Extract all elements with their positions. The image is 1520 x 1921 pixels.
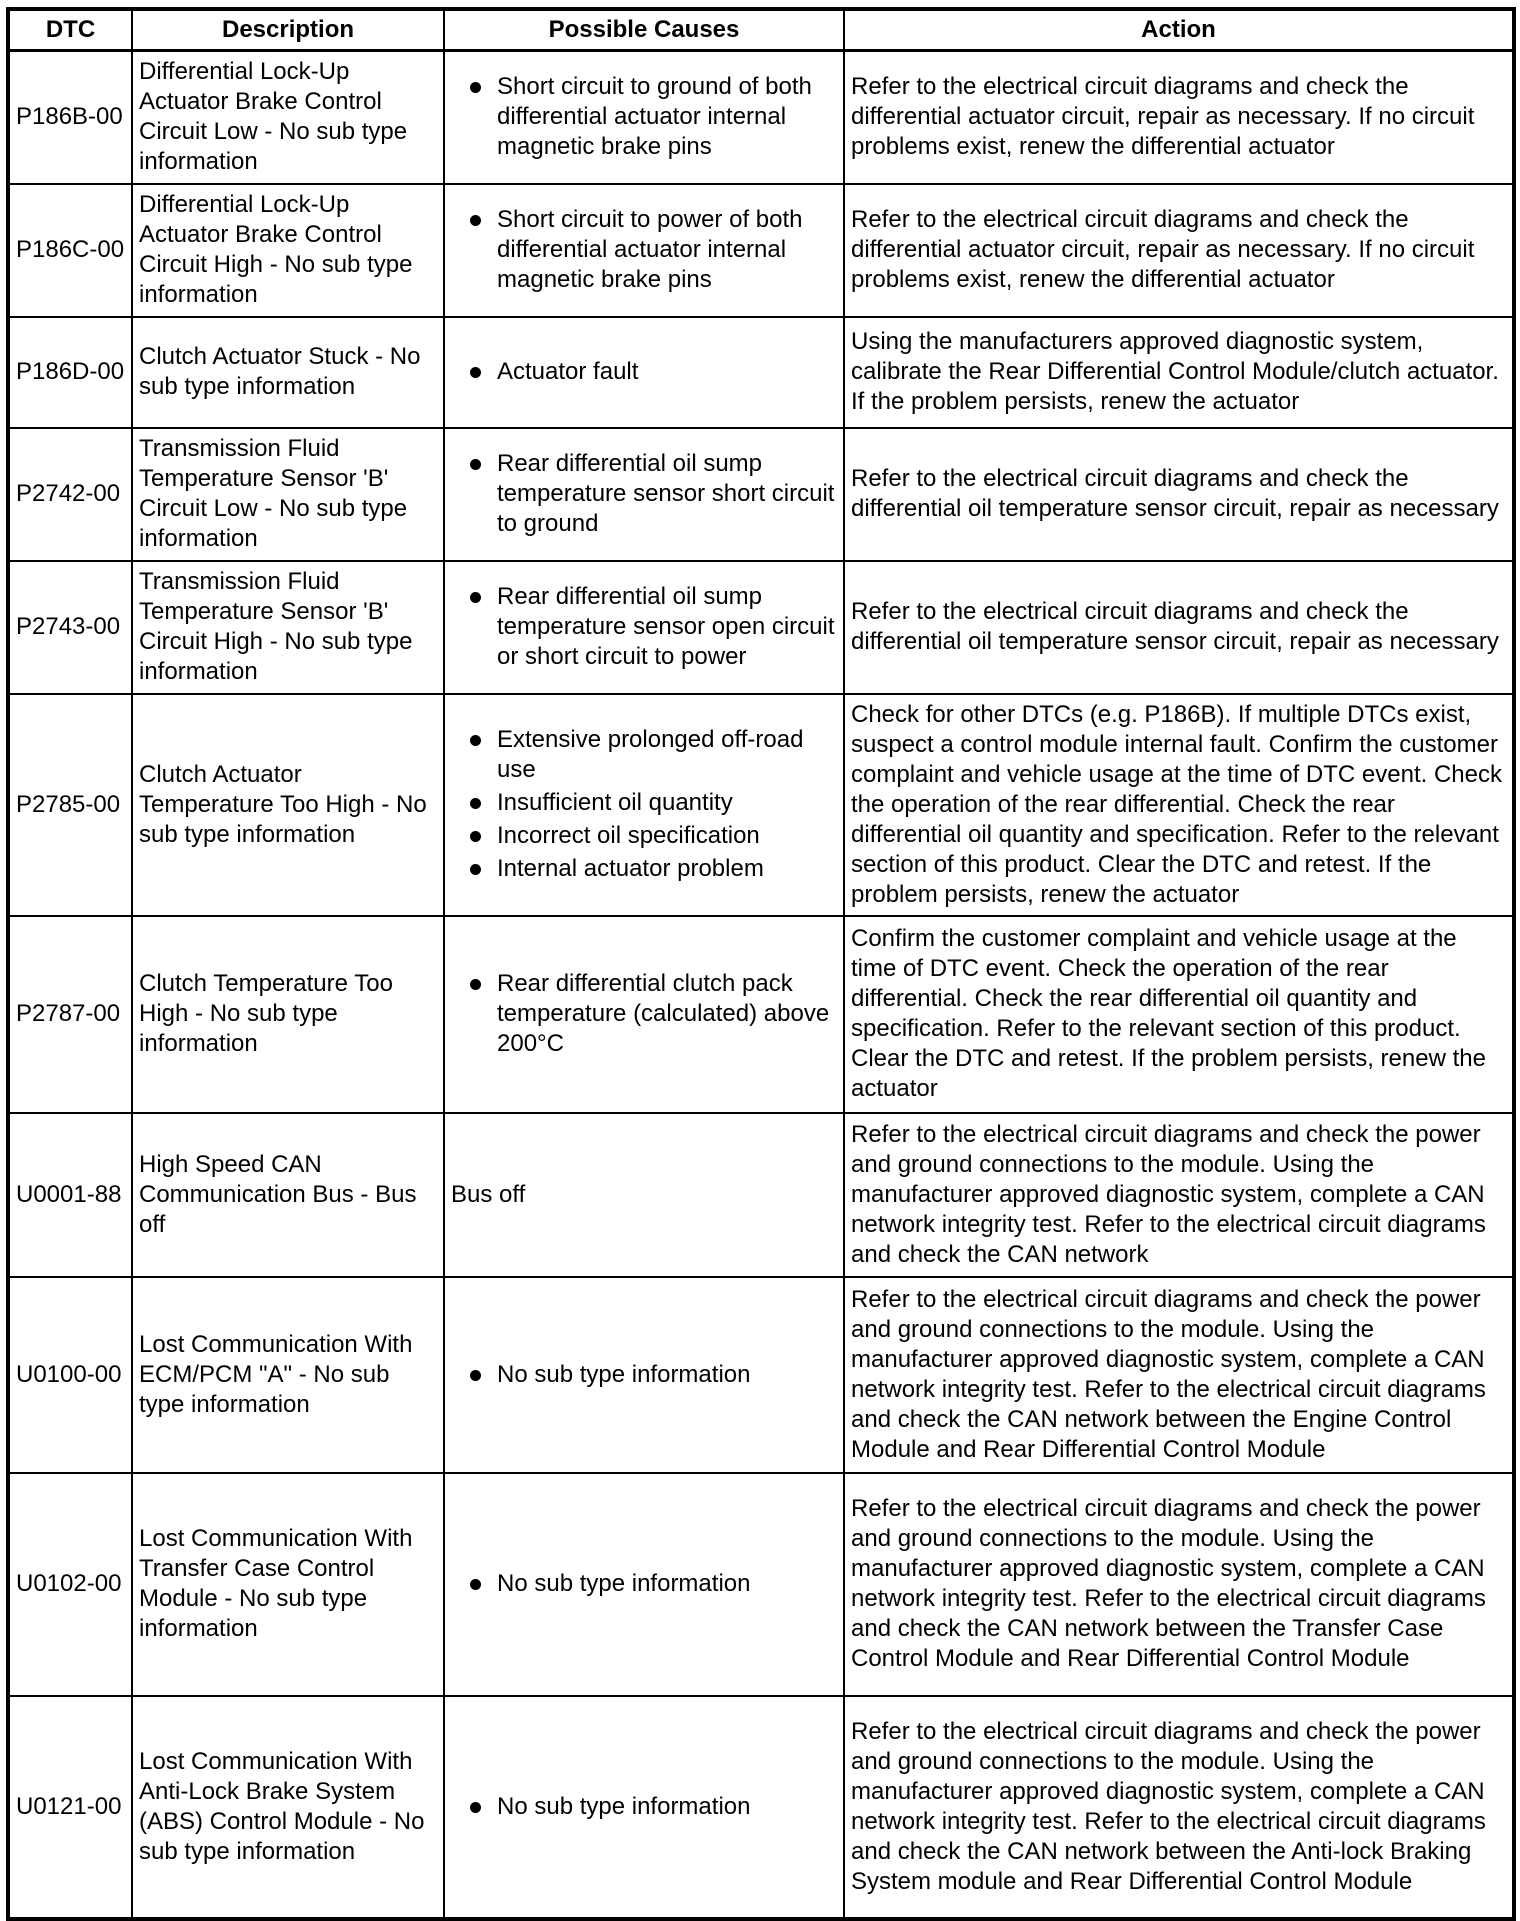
description-cell: Differential Lock-Up Actuator Brake Control Circuit High - No sub type information [132,184,444,317]
action-cell: Refer to the electrical circuit diagrams and check the differential actuator circuit, repair as necessary. If no circuit problems exist, renew the differential actuator [844,184,1514,317]
cause-list [451,357,837,387]
table-row [8,694,1514,916]
action-cell: Refer to the electrical circuit diagrams and check the power and ground connections to the module. Using the manufacturer approved diagnostic system, complete a CAN network integrity test. Refer to the electrical circuit diagrams and check the CAN network between the Anti-lock Braking System module and Rear Differential Control Module [844,1696,1514,1919]
description-cell: Lost Communication With Transfer Case Control Module - No sub type information [132,1473,444,1696]
possible-causes-cell [444,916,844,1113]
dtc-code-cell: U0102-00 [8,1473,132,1696]
possible-causes-cell [444,1113,844,1277]
description-cell: Transmission Fluid Temperature Sensor 'B' Circuit Low - No sub type information [132,428,444,561]
description-cell: Lost Communication With ECM/PCM "A" - No sub type information [132,1277,444,1473]
possible-causes-cell [444,317,844,428]
dtc-code-cell: U0001-88 [8,1113,132,1277]
action-cell: Refer to the electrical circuit diagrams and check the power and ground connections to the module. Using the manufacturer approved diagnostic system, complete a CAN network integrity test. Refer to the electrical circuit diagrams and check the CAN network [844,1113,1514,1277]
table-row [8,1473,1514,1696]
bullet-icon [470,82,481,93]
bullet-icon [470,459,481,470]
dtc-code-cell: P186C-00 [8,184,132,317]
dtc-code-cell: U0100-00 [8,1277,132,1473]
cause-item [451,1360,837,1390]
table-header-row [8,9,1514,51]
cause-text: Bus off [451,1180,526,1208]
cause-list [451,725,837,884]
cause-text: Extensive prolonged off-road use [497,726,804,783]
bullet-icon [470,1802,481,1813]
cause-item [451,854,837,884]
bullet-icon [470,1370,481,1381]
cause-item [451,205,837,295]
cause-item [451,582,837,672]
cause-list [451,1569,837,1599]
cause-item [451,449,837,539]
table-body [8,51,1514,1919]
bullet-icon [470,979,481,990]
table-row [8,1113,1514,1277]
cause-text: Rear differential clutch pack temperature (calculated) above 200°C [497,970,830,1057]
dtc-code-cell: P186B-00 [8,51,132,184]
dtc-code-cell: P2742-00 [8,428,132,561]
cause-list [451,1792,837,1822]
bullet-icon [470,367,481,378]
description-cell: High Speed CAN Communication Bus - Bus off [132,1113,444,1277]
description-cell: Lost Communication With Anti-Lock Brake System (ABS) Control Module - No sub type information [132,1696,444,1919]
possible-causes-cell [444,1473,844,1696]
cause-item [451,1569,837,1599]
possible-causes-cell [444,1277,844,1473]
table-row [8,51,1514,184]
dtc-code-cell: P186D-00 [8,317,132,428]
cause-text: Short circuit to power of both differential actuator internal magnetic brake pins [497,206,803,293]
cause-text: No sub type information [497,1792,751,1820]
possible-causes-cell [444,51,844,184]
cause-list [451,969,837,1059]
possible-causes-cell [444,694,844,916]
header-dtc: DTC [8,9,132,51]
description-cell: Clutch Actuator Temperature Too High - No sub type information [132,694,444,916]
cause-text: Rear differential oil sump temperature sensor short circuit to ground [497,450,835,537]
cause-text: Internal actuator problem [497,855,764,882]
possible-causes-cell [444,428,844,561]
action-cell: Refer to the electrical circuit diagrams and check the power and ground connections to the module. Using the manufacturer approved diagnostic system, complete a CAN network integrity test. Refer to the electrical circuit diagrams and check the CAN network between the Transfer Case Control Module and Rear Differential Control Module [844,1473,1514,1696]
bullet-icon [470,1579,481,1590]
bullet-icon [470,831,481,842]
dtc-table [6,7,1516,1921]
header-description: Description [132,9,444,51]
dtc-code-cell: P2787-00 [8,916,132,1113]
possible-causes-cell [444,1696,844,1919]
action-cell: Confirm the customer complaint and vehicle usage at the time of DTC event. Check the operation of the rear differential. Check the rear differential oil quantity and specification. Refer to the relevant section of this product. Clear the DTC and retest. If the problem persists, renew the actuator [844,916,1514,1113]
action-cell: Refer to the electrical circuit diagrams and check the differential oil temperature sensor circuit, repair as necessary [844,428,1514,561]
cause-item [451,821,837,851]
dtc-code-cell: P2743-00 [8,561,132,694]
table-row [8,1277,1514,1473]
description-cell: Differential Lock-Up Actuator Brake Control Circuit Low - No sub type information [132,51,444,184]
cause-list [451,205,837,295]
table-row [8,1696,1514,1919]
description-cell: Transmission Fluid Temperature Sensor 'B' Circuit High - No sub type information [132,561,444,694]
table-row [8,317,1514,428]
cause-text: Short circuit to ground of both differential actuator internal magnetic brake pins [497,73,812,161]
action-cell: Refer to the electrical circuit diagrams and check the differential actuator circuit, repair as necessary. If no circuit problems exist, renew the differential actuator [844,51,1514,184]
dtc-code-cell: U0121-00 [8,1696,132,1919]
cause-list [451,72,837,162]
cause-item [451,357,837,387]
table-row [8,428,1514,561]
table-row [8,561,1514,694]
cause-item [451,725,837,785]
bullet-icon [470,864,481,875]
cause-item [451,72,837,162]
possible-causes-cell [444,561,844,694]
cause-text: No sub type information [497,1360,751,1388]
bullet-icon [470,215,481,226]
description-cell: Clutch Temperature Too High - No sub type information [132,916,444,1113]
cause-list [451,449,837,539]
cause-text: Actuator fault [497,358,639,385]
description-cell: Clutch Actuator Stuck - No sub type information [132,317,444,428]
cause-text: Rear differential oil sump temperature sensor open circuit or short circuit to power [497,583,835,670]
cause-item [451,969,837,1059]
action-cell: Check for other DTCs (e.g. P186B). If multiple DTCs exist, suspect a control module internal fault. Confirm the customer complaint and vehicle usage at the time of DTC event. Check the operation of the rear differential. Check the rear differential oil quantity and specification. Refer to the relevant section of this product. Clear the DTC and retest. If the problem persists, renew the actuator [844,694,1514,916]
bullet-icon [470,592,481,603]
cause-list [451,582,837,672]
dtc-code-cell: P2785-00 [8,694,132,916]
cause-text: No sub type information [497,1570,751,1597]
cause-text: Insufficient oil quantity [497,789,733,816]
bullet-icon [470,798,481,809]
header-possible-causes: Possible Causes [444,9,844,51]
action-cell: Using the manufacturers approved diagnostic system, calibrate the Rear Differential Control Module/clutch actuator. If the problem persists, renew the actuator [844,317,1514,428]
header-action: Action [844,9,1514,51]
action-cell: Refer to the electrical circuit diagrams and check the power and ground connections to the module. Using the manufacturer approved diagnostic system, complete a CAN network integrity test. Refer to the electrical circuit diagrams and check the CAN network between the Engine Control Module and Rear Differential Control Module [844,1277,1514,1473]
cause-list [451,1360,837,1390]
table-row [8,916,1514,1113]
cause-item [451,1792,837,1822]
table-row [8,184,1514,317]
cause-text: Incorrect oil specification [497,822,760,849]
possible-causes-cell [444,184,844,317]
bullet-icon [470,735,481,746]
cause-item [451,788,837,818]
action-cell: Refer to the electrical circuit diagrams and check the differential oil temperature sensor circuit, repair as necessary [844,561,1514,694]
